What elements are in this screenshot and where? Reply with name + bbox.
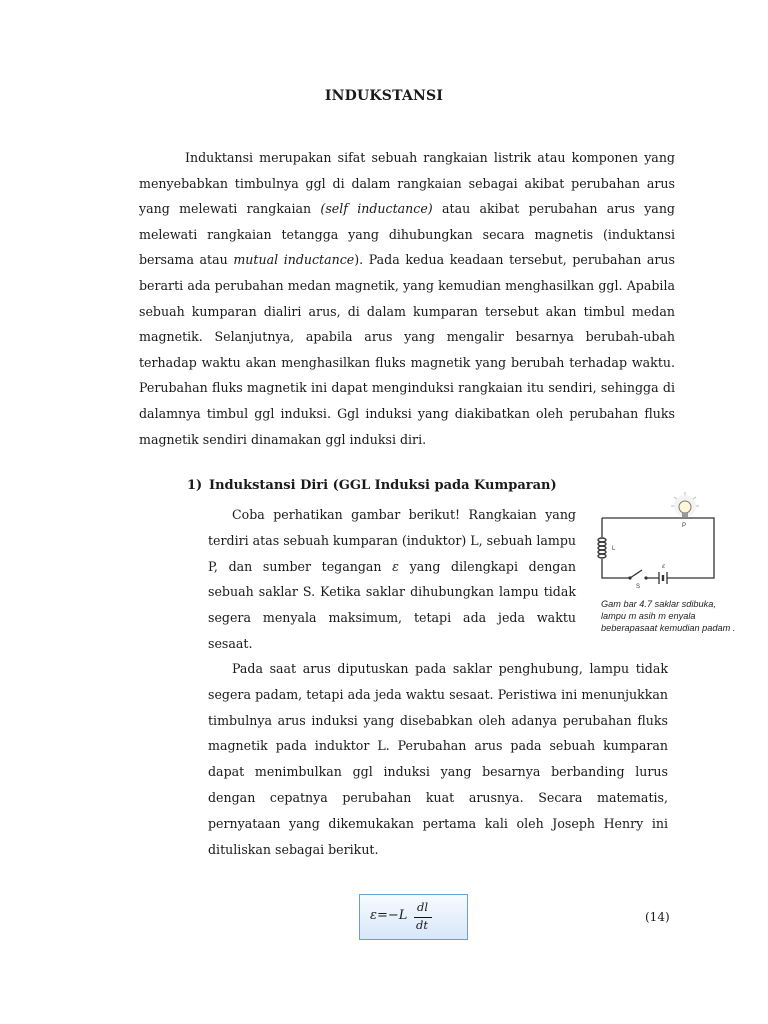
inductor-label: L (612, 546, 616, 552)
section-heading (187, 478, 557, 493)
switch-contact-right (644, 576, 647, 579)
p2-text: Pada saat arus diputuskan pada saklar penghubung, lampu tidak segera padam, tetapi ada jeda waktu sesaat. Peristiwa ini menunjukkan timbulnya arus induksi yang disebabkan oleh adanya perubahan fluks magnetik pada induktor L. Perubahan arus pada sebuah kumparan dapat menimbulkan ggl induksi yang besarnya berbanding lurus dengan cepatnya perubahan kuat arusnya. Secara matematis, pernyataan yang dikemukakan pertama kali oleh Joseph Henry ini dituliskan sebagai berikut. (208, 661, 668, 857)
lamp-base (682, 513, 688, 517)
circuit-figure (592, 490, 722, 590)
intro-text-3: ). Pada kedua keadaan tersebut, perubahan arus berarti ada perubahan medan magnetik, yang kemudian menghasilkan ggl. Apabila sebuah kumparan dialiri arus, di dalam kumparan tersebut akan timbul medan magnetik. Selanjutnya, apabila arus yang mengalir besarnya berubah-ubah terhadap waktu akan menghasilkan fluks magnetik yang berubah terhadap waktu. Perubahan fluks magnetik ini dapat menginduksi rangkaian itu sendiri, sehingga di dalamnya timbul ggl induksi. Ggl induksi yang diakibatkan oleh perubahan fluks magnetik sendiri dinamakan ggl induksi diri. (139, 252, 675, 447)
formula-denominator: dt (416, 918, 428, 932)
emf-label: ε (662, 563, 666, 570)
lamp-bulb-icon (679, 501, 691, 513)
intro-text-1: Induktansi merupakan sifat sebuah rangkaian listrik atau komponen yang menyebabkan timbulnya ggl di dalam rangkaian sebagai akibat perubahan arus yang melewati rangkaian (139, 150, 675, 217)
figure-caption: Gam bar 4.7 saklar sdibuka, lampu m asih m enyala beberapasaat kemudian padam . (601, 599, 736, 634)
p1-text-1: Coba perhatikan gambar berikut! Rangkaian yang terdiri atas sebuah kumparan (induktor) L, sebuah lampu P, dan sumber tegangan (208, 507, 576, 574)
page-title: INDUKSTANSI (324, 88, 444, 104)
section-number: 1) (187, 478, 203, 493)
p1-text-2: yang dilengkapi dengan sebuah saklar S. Ketika saklar dihubungkan lampu tidak segera menyala maksimum, tetapi ada jeda waktu sesaat. (208, 558, 576, 651)
intro-italic-1: (self inductance) (320, 201, 433, 217)
section-heading-text: Indukstansi Diri (GGL Induksi pada Kumparan) (209, 478, 557, 493)
formula-box (359, 894, 468, 940)
inductor-gap (598, 537, 606, 559)
section-paragraph-2 (208, 656, 668, 862)
section-paragraph-1 (208, 502, 576, 657)
switch-label: S (636, 584, 641, 590)
intro-italic-2: mutual inductance (233, 252, 355, 268)
intro-text-2: atau akibat perubahan arus yang melewati rangkaian tetangga yang dihubungkan secara magnetis (induktansi bersama atau (139, 201, 675, 268)
switch-lever-icon (630, 570, 642, 578)
equation-number: (14) (645, 910, 670, 924)
lamp-label: P (682, 523, 687, 529)
circuit-wire (602, 518, 714, 578)
formula-numerator: dl (417, 900, 429, 914)
formula-lhs: ε=−L (370, 908, 408, 923)
intro-paragraph (139, 145, 675, 452)
p1-emf-symbol: ε (392, 558, 399, 574)
